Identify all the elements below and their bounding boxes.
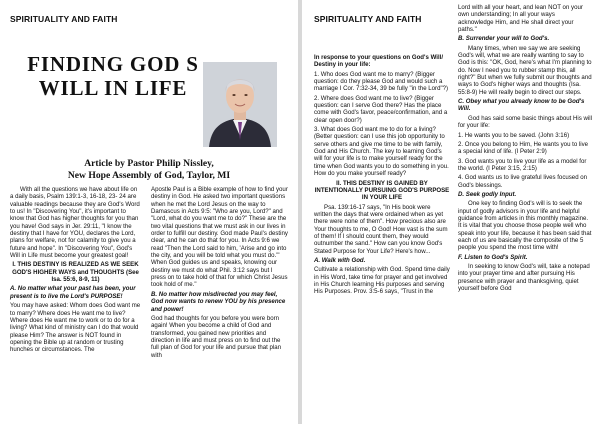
section-header: SPIRITUALITY AND FAITH (314, 14, 422, 24)
intro-paragraph: With all the questions we have about life on a daily basis, Psalm 139:1-3, 16-18, 23- 24 are valuable readings because they are God's Word to us! In "Discovering You", it's important to know that God has higher thoughts for you than you have! God says in Jer. 29:11, "I know the destiny that I have for YOU, declares the Lord, plans for welfare, not for calamity to give you a future and hope". In "Discovering You", God's Will in Life must become your greatest goal! (10, 186, 140, 260)
point-a-title: A. No matter what your past has been, your present is to live the Lord's PURPOSE! (10, 285, 136, 300)
point-a-body: You may have asked: Whom does God want me to marry? Where does He want me to live? Where does He want me to work or to do for a living? What kind of ministry can I do that would please Him? The answer is NOT found in opening the Bible up at random or trusting hunches or circumstances. The (10, 302, 141, 354)
point-b-title: B. No matter how misdirected you may feel, God now wants to renew YOU by his presence and power! (151, 290, 286, 313)
paul-example-paragraph: Apostle Paul is a Bible example of how to find your destiny in God. He asked two important questions when he met the Lord Jesus on the way to Damascus in Acts 9:5: "Who are you, Lord?" and "Lord, what do you want me to do?" These are the two vital questions that we must ask in our lives in order to fulfill our destiny. God made Paul's destiny clear, and he can do that for you. In Acts 9:6 we read "Then the Lord said to him, 'Arise and go into the city, and you will be told what you must do.'" When God guides us and speaks, knowing our destiny we must do what Phil. 3:12 says but I press on to take hold of that for which Christ Jesus took hold of me." (151, 186, 288, 289)
point-c-item-2: 2. Once you belong to Him, He wants you to live a special kind of life. (I Peter 2:9) (458, 140, 589, 156)
questions-lead: In response to your questions on God's Will/ Destiny in your life: (314, 54, 444, 69)
point-d-body: One key to finding God's will is to seek the input of godly advisors in your life and helpful guidance from articles in this monthly magazine. It is vital that you choose those people well who speak into your life, because it has been said that each of us are basically the composite of the 5 people you spend the most time with! (458, 200, 592, 252)
headline-line-2: WILL IN LIFE (38, 76, 188, 100)
point-a-body: Cultivate a relationship with God. Spend time daily in His Word, take time for prayer and get involved in His Church learning His purposes and serving His Purposes. Prov. 3:5-6 says, "Trust in the (314, 266, 450, 296)
point-c-item-4: 4. God wants us to live grateful lives focused on God's blessings. (458, 174, 588, 189)
right-page (302, 0, 600, 424)
section-heading-2: II. THIS DESTINY IS GAINED BY INTENTIONALLY PURSUING GOD'S PURPOSE IN YOUR LIFE (314, 179, 450, 202)
left-page (0, 0, 298, 424)
byline-author: Article by Pastor Philip Nissley, (84, 158, 214, 169)
section-heading-1: I. THIS DESTINY IS REALIZED AS WE SEEK GOD'S HIGHER WAYS and THOUGHTS (See Isa. 55:6, 8-9, 11) (12, 261, 139, 284)
point-c-intro: God has said some basic things about His will for your life: (458, 114, 592, 130)
psalm-paragraph: Psa. 139:16-17 says, "In His book were written the days that were ordained when as yet there were none of them". How precious also are Your thoughts to me, O God! How vast is the sum of them! If I should count them, they would outnumber the sand." How can you know God's Stated Purpose for Your Life? Here's how... (314, 203, 448, 255)
point-c-title: C. Obey what you already know to be God's Will. (458, 98, 585, 113)
question-2: 2. Where does God want me to live? (Bigger question: can I serve God there? Has the place come with God's favor, peace/confirmation, and a clear open door?) (314, 94, 448, 124)
article-byline (10, 158, 288, 182)
left-column-1 (10, 186, 141, 356)
question-3: 3. What does God want me to do for a living? (Better question: can I use this job opportunity to serve others and give me time to be with family, God and His Church. The key to learning God's will for your life is to make yourself ready for the time when God wants you to do something in you. How do you make yourself ready? (314, 126, 449, 178)
point-c-item-1: 1. He wants you to be saved. (John 3:16) (458, 131, 570, 139)
section-header: SPIRITUALITY AND FAITH (10, 14, 118, 24)
headline-line-1: FINDING GOD S (27, 52, 199, 76)
point-b-title: B. Surrender your will to God's. (458, 35, 550, 43)
left-column-2 (151, 186, 289, 361)
author-portrait-image (203, 62, 277, 147)
author-photo (203, 62, 277, 147)
point-b-body: God had thoughts for you before you were born again! When you become a child of God and transformed, you gained new priorities and direction in life and must press on to find out the full plan of God for your life and pursue that plan with (151, 314, 282, 359)
byline-church: New Hope Assembly of God, Taylor, MI (67, 170, 231, 181)
point-f-title: F. Listen to God's Spirit. (458, 253, 528, 261)
article-headline (18, 52, 208, 100)
point-a-title: A. Walk with God. (314, 256, 366, 264)
point-d-title: D. Seek godly Input. (458, 190, 517, 198)
point-c-item-3: 3. God wants you to live your life as a model for the world. (I Peter 3:15, 2:15) (458, 157, 587, 172)
point-f-body: In seeking to know God's will, take a notepad into your prayer time and after pursuing His presence with prayer and thanksgiving, quiet yourself before God (458, 263, 590, 293)
proverbs-continuation: Lord with all your heart, and lean NOT on your own understanding; In all your ways acknowledge Him, and He shall direct your paths." (458, 4, 583, 34)
right-column-2 (458, 4, 592, 294)
point-b-body: Many times, when we say we are seeking God's will, what we are really wanting to say to God is this: "OK, God, here's what I'm planning to do. Now I need you to rubber stamp this, all right?" But when we fully submit our thoughts and ways to God's higher ways and thoughts (Isa. 55:8-9) He will really begin to direct our steps. (458, 44, 592, 96)
right-column-1 (314, 54, 450, 298)
question-1: 1. Who does God want me to marry? (Bigger question: do they please God and would such a marriage I Cor. 7:32-34, 39 be fully "in the Lord"?) (314, 70, 449, 93)
